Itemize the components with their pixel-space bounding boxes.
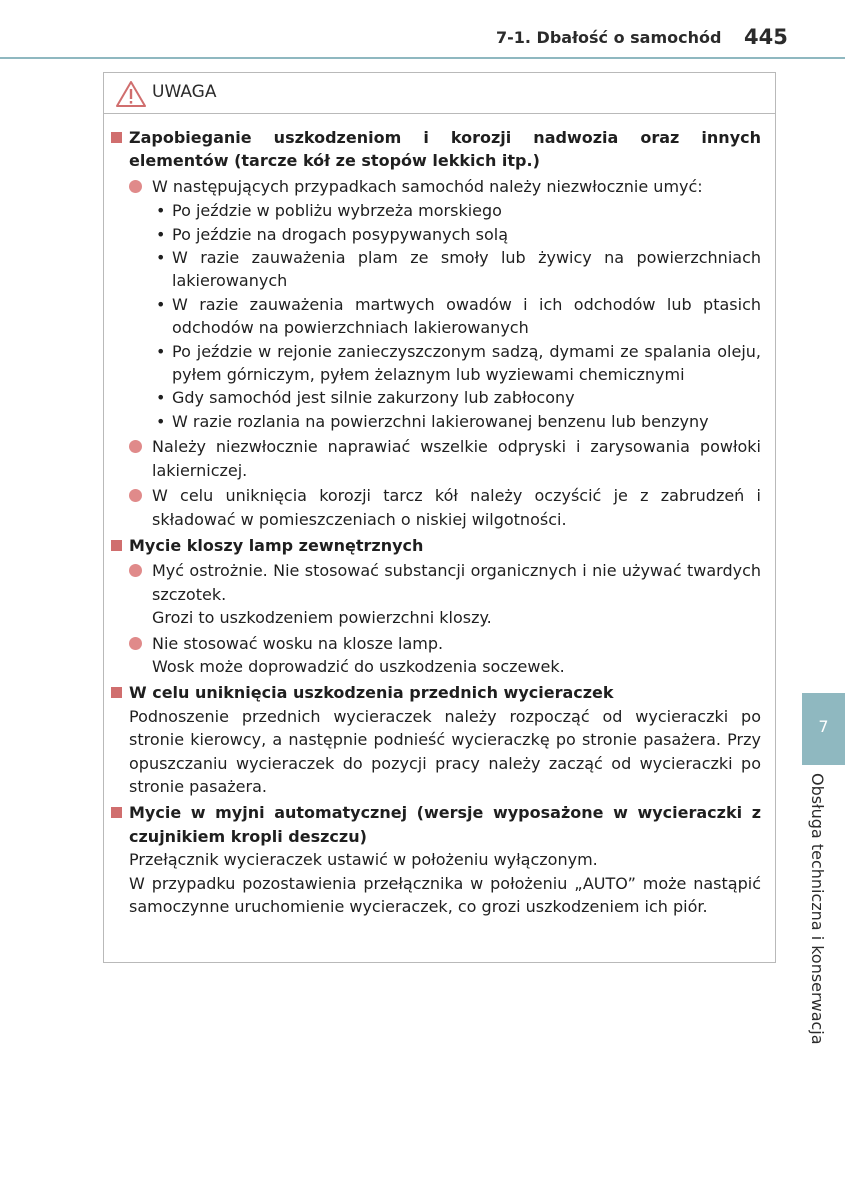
dot-bullet-icon: • xyxy=(156,248,166,268)
page-number: 445 xyxy=(744,25,788,49)
chapter-tab xyxy=(802,693,845,765)
chapter-title: Obsługa techniczna i konserwacja xyxy=(808,773,827,1045)
section-lamp-covers xyxy=(111,534,761,678)
paragraph: Podnoszenie przednich wycieraczek należy rozpocząć od wycieraczki po stronie kierowcy, a następnie podnieść wycieraczkę po stronie pasażera. Przy opuszczaniu wycieraczek do pozycji pracy należy zacząć od wycieraczki po stronie pasażera. xyxy=(129,706,761,796)
sub-list-item-text: Gdy samochód jest silnie zakurzony lub zabłocony xyxy=(172,388,575,408)
dot-bullet-icon: • xyxy=(156,224,166,244)
dot-bullet-icon: • xyxy=(156,411,166,431)
section-body-protection xyxy=(111,126,761,531)
section-heading: Mycie kloszy lamp zewnętrznych xyxy=(129,535,424,555)
circle-bullet-icon xyxy=(129,637,142,650)
warning-content xyxy=(111,126,761,918)
warning-title: UWAGA xyxy=(152,82,217,102)
list-item-note: Grozi to uszkodzeniem powierzchni kloszy. xyxy=(152,608,492,628)
paragraph: Przełącznik wycieraczek ustawić w położeniu wyłączonym. xyxy=(129,850,598,870)
sub-list-item-text: Po jeździe w pobliżu wybrzeża morskiego xyxy=(172,201,502,221)
sub-list-item xyxy=(154,223,761,246)
list-item xyxy=(129,484,761,531)
sub-list-item xyxy=(154,246,761,293)
dot-bullet-icon: • xyxy=(156,201,166,221)
list-item xyxy=(129,632,761,679)
dot-bullet-icon: • xyxy=(156,294,166,314)
list-item-note: Wosk może doprowadzić do uszkodzenia soczewek. xyxy=(152,656,565,676)
sub-list-item xyxy=(154,199,761,222)
dot-bullet-icon: • xyxy=(156,388,166,408)
circle-bullet-icon xyxy=(129,180,142,193)
square-bullet-icon xyxy=(111,132,122,143)
section-heading: Zapobieganie uszkodzeniom i korozji nadwozia oraz innych elementów (tarcze kół ze stopów lekkich itp.) xyxy=(129,128,761,171)
circle-bullet-icon xyxy=(129,489,142,502)
section-car-wash xyxy=(111,801,761,918)
header-divider xyxy=(0,57,845,59)
section-heading: W celu uniknięcia uszkodzenia przednich wycieraczek xyxy=(129,683,614,703)
paragraph: W przypadku pozostawienia przełącznika w położeniu „AUTO” może nastąpić samoczynne uruchomienie wycieraczek, co grozi uszkodzeniem ich piór. xyxy=(129,873,761,916)
sub-list xyxy=(152,199,761,433)
list-item-text: Myć ostrożnie. Nie stosować substancji organicznych i nie używać twardych szczotek. xyxy=(152,561,761,604)
square-bullet-icon xyxy=(111,807,122,818)
sub-list-item xyxy=(154,293,761,340)
warning-header xyxy=(104,73,775,114)
circle-bullet-icon xyxy=(129,440,142,453)
sub-list-item-text: Po jeździe na drogach posypywanych solą xyxy=(172,224,509,244)
circle-bullet-icon xyxy=(129,564,142,577)
sub-list-item-text: Po jeździe w rejonie zanieczyszczonym sadzą, dymami ze spalania oleju, pyłem górniczym, pyłem żelaznym lub wyziewami chemicznymi xyxy=(172,341,761,385)
sub-list-item-text: W razie rozlania na powierzchni lakierowanej benzenu lub benzyny xyxy=(172,411,709,431)
sub-list-item xyxy=(154,386,761,409)
list-item-text: Nie stosować wosku na klosze lamp. xyxy=(152,633,444,653)
sub-list-item xyxy=(154,340,761,387)
list-item-text: W celu uniknięcia korozji tarcz kół należy oczyścić je z zabrudzeń i składować w pomieszczeniach o niskiej wilgotności. xyxy=(152,486,761,529)
list-item xyxy=(129,559,761,629)
list-item xyxy=(129,435,761,482)
sub-list-item xyxy=(154,410,761,433)
square-bullet-icon xyxy=(111,540,122,551)
warning-triangle-icon xyxy=(115,80,147,112)
list-item-text: Należy niezwłocznie naprawiać wszelkie odpryski i zarysowania powłoki lakierniczej. xyxy=(152,437,761,480)
sub-list-item-text: W razie zauważenia plam ze smoły lub żywicy na powierzchniach lakierowanych xyxy=(172,248,761,291)
square-bullet-icon xyxy=(111,687,122,698)
chapter-number: 7 xyxy=(818,717,829,736)
section-front-wipers xyxy=(111,681,761,798)
list-item xyxy=(129,175,761,433)
dot-bullet-icon: • xyxy=(156,341,166,361)
list-item-text: W następujących przypadkach samochód należy niezwłocznie umyć: xyxy=(152,176,703,196)
section-heading: Mycie w myjni automatycznej (wersje wyposażone w wycieraczki z czujnikiem kropli deszczu) xyxy=(129,803,761,846)
sub-list-item-text: W razie zauważenia martwych owadów i ich odchodów lub ptasich odchodów na powierzchniach lakierowanych xyxy=(172,294,761,338)
section-title: 7-1. Dbałość o samochód xyxy=(496,28,722,47)
